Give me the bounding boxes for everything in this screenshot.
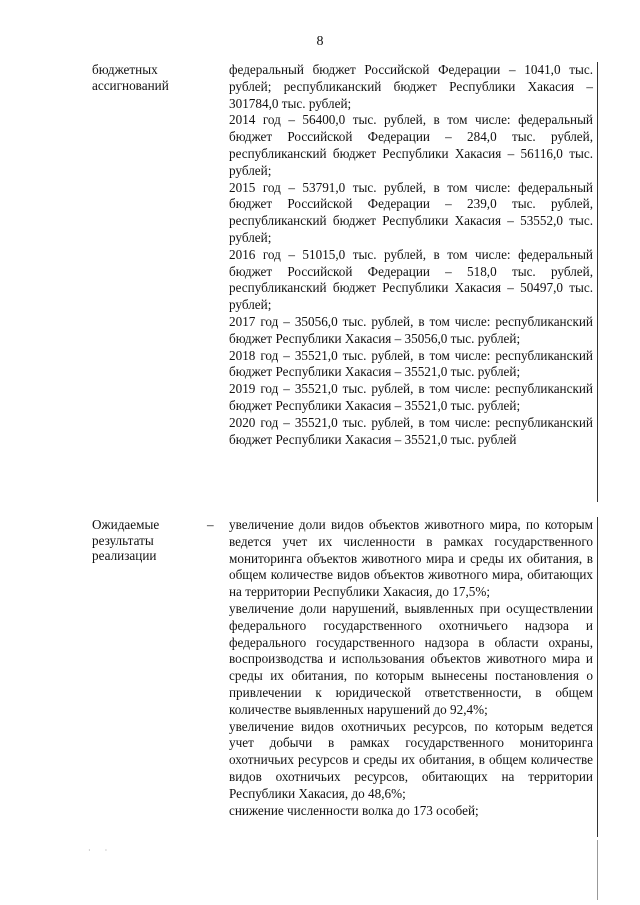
budget-paragraph-2016: 2016 год – 51015,0 тыс. рублей, в том числе: федеральный бюджет Российской Федерации – 518,0 тыс. рублей, республиканский бюджет Республики Хакасия – 50497,0 тыс. рублей; bbox=[229, 246, 593, 313]
scan-specks: · · bbox=[88, 846, 114, 855]
results-paragraph-hunting-resources: увеличение видов охотничьих ресурсов, по которым ведется учет добычи в рамках государственного мониторинга охотничьих ресурсов и среды их обитания, в общем количестве видов охотничьих ресурсов, обитающих на территории Республики Хакасия, до 48,6%; bbox=[229, 718, 593, 801]
budget-paragraph-2018: 2018 год – 35521,0 тыс. рублей, в том числе: республиканский бюджет Республики Хакасия – 35521,0 тыс. рублей; bbox=[229, 347, 593, 380]
table-right-border-top bbox=[597, 62, 598, 502]
table-right-border-bottom bbox=[597, 517, 598, 837]
budget-label: бюджетных ассигнований bbox=[92, 62, 169, 93]
budget-paragraph-total: федеральный бюджет Российской Федерации – 1041,0 тыс. рублей; республиканский бюджет Республики Хакасия – 301784,0 тыс. рублей; bbox=[229, 62, 593, 111]
table-right-border-tail bbox=[597, 840, 598, 900]
budget-paragraph-2020: 2020 год – 35521,0 тыс. рублей, в том числе: республиканский бюджет Республики Хакасия – 35521,0 тыс. рублей bbox=[229, 414, 593, 447]
budget-content bbox=[229, 62, 593, 448]
budget-paragraph-2019: 2019 год – 35521,0 тыс. рублей, в том числе: республиканский бюджет Республики Хакасия – 35521,0 тыс. рублей; bbox=[229, 381, 593, 413]
budget-paragraph-2017: 2017 год – 35056,0 тыс. рублей, в том числе: республиканский бюджет Республики Хакасия – 35056,0 тыс. рублей; bbox=[229, 313, 593, 346]
results-paragraph-violations: увеличение доли нарушений, выявленных при осуществлении федерального государственного охотничьего надзора и федерального государственного надзора в области охраны, воспроизводства и использования объектов животного мира и среды их обитания, по которым вынесены постановления о привлечении к юридической ответственности, в общем количестве выявленных нарушений до 92,4%; bbox=[229, 600, 593, 717]
page-number: 8 bbox=[316, 34, 324, 49]
budget-paragraph-2014: 2014 год – 56400,0 тыс. рублей, в том числе: федеральный бюджет Российской Федерации – 284,0 тыс. рублей, республиканский бюджет Республики Хакасия – 56116,0 тыс. рублей; bbox=[229, 112, 593, 178]
results-content bbox=[229, 517, 593, 819]
results-paragraph-wolf-population: снижение численности волка до 173 особей; bbox=[229, 802, 479, 818]
results-paragraph-fauna-monitoring: увеличение доли видов объектов животного мира, по которым ведется учет их численности в рамках государственного мониторинга объектов животного мира и среды их обитания, в общем количестве видов объектов животного мира, обитающих на территории Республики Хакасия, до 17,5%; bbox=[229, 517, 593, 600]
results-dash: – bbox=[207, 517, 214, 532]
results-label: Ожидаемые результаты реализации bbox=[92, 517, 160, 563]
budget-paragraph-2015: 2015 год – 53791,0 тыс. рублей, в том числе: федеральный бюджет Российской Федерации – 239,0 тыс. рублей, республиканский бюджет Республики Хакасия – 53552,0 тыс. рублей; bbox=[229, 179, 593, 245]
